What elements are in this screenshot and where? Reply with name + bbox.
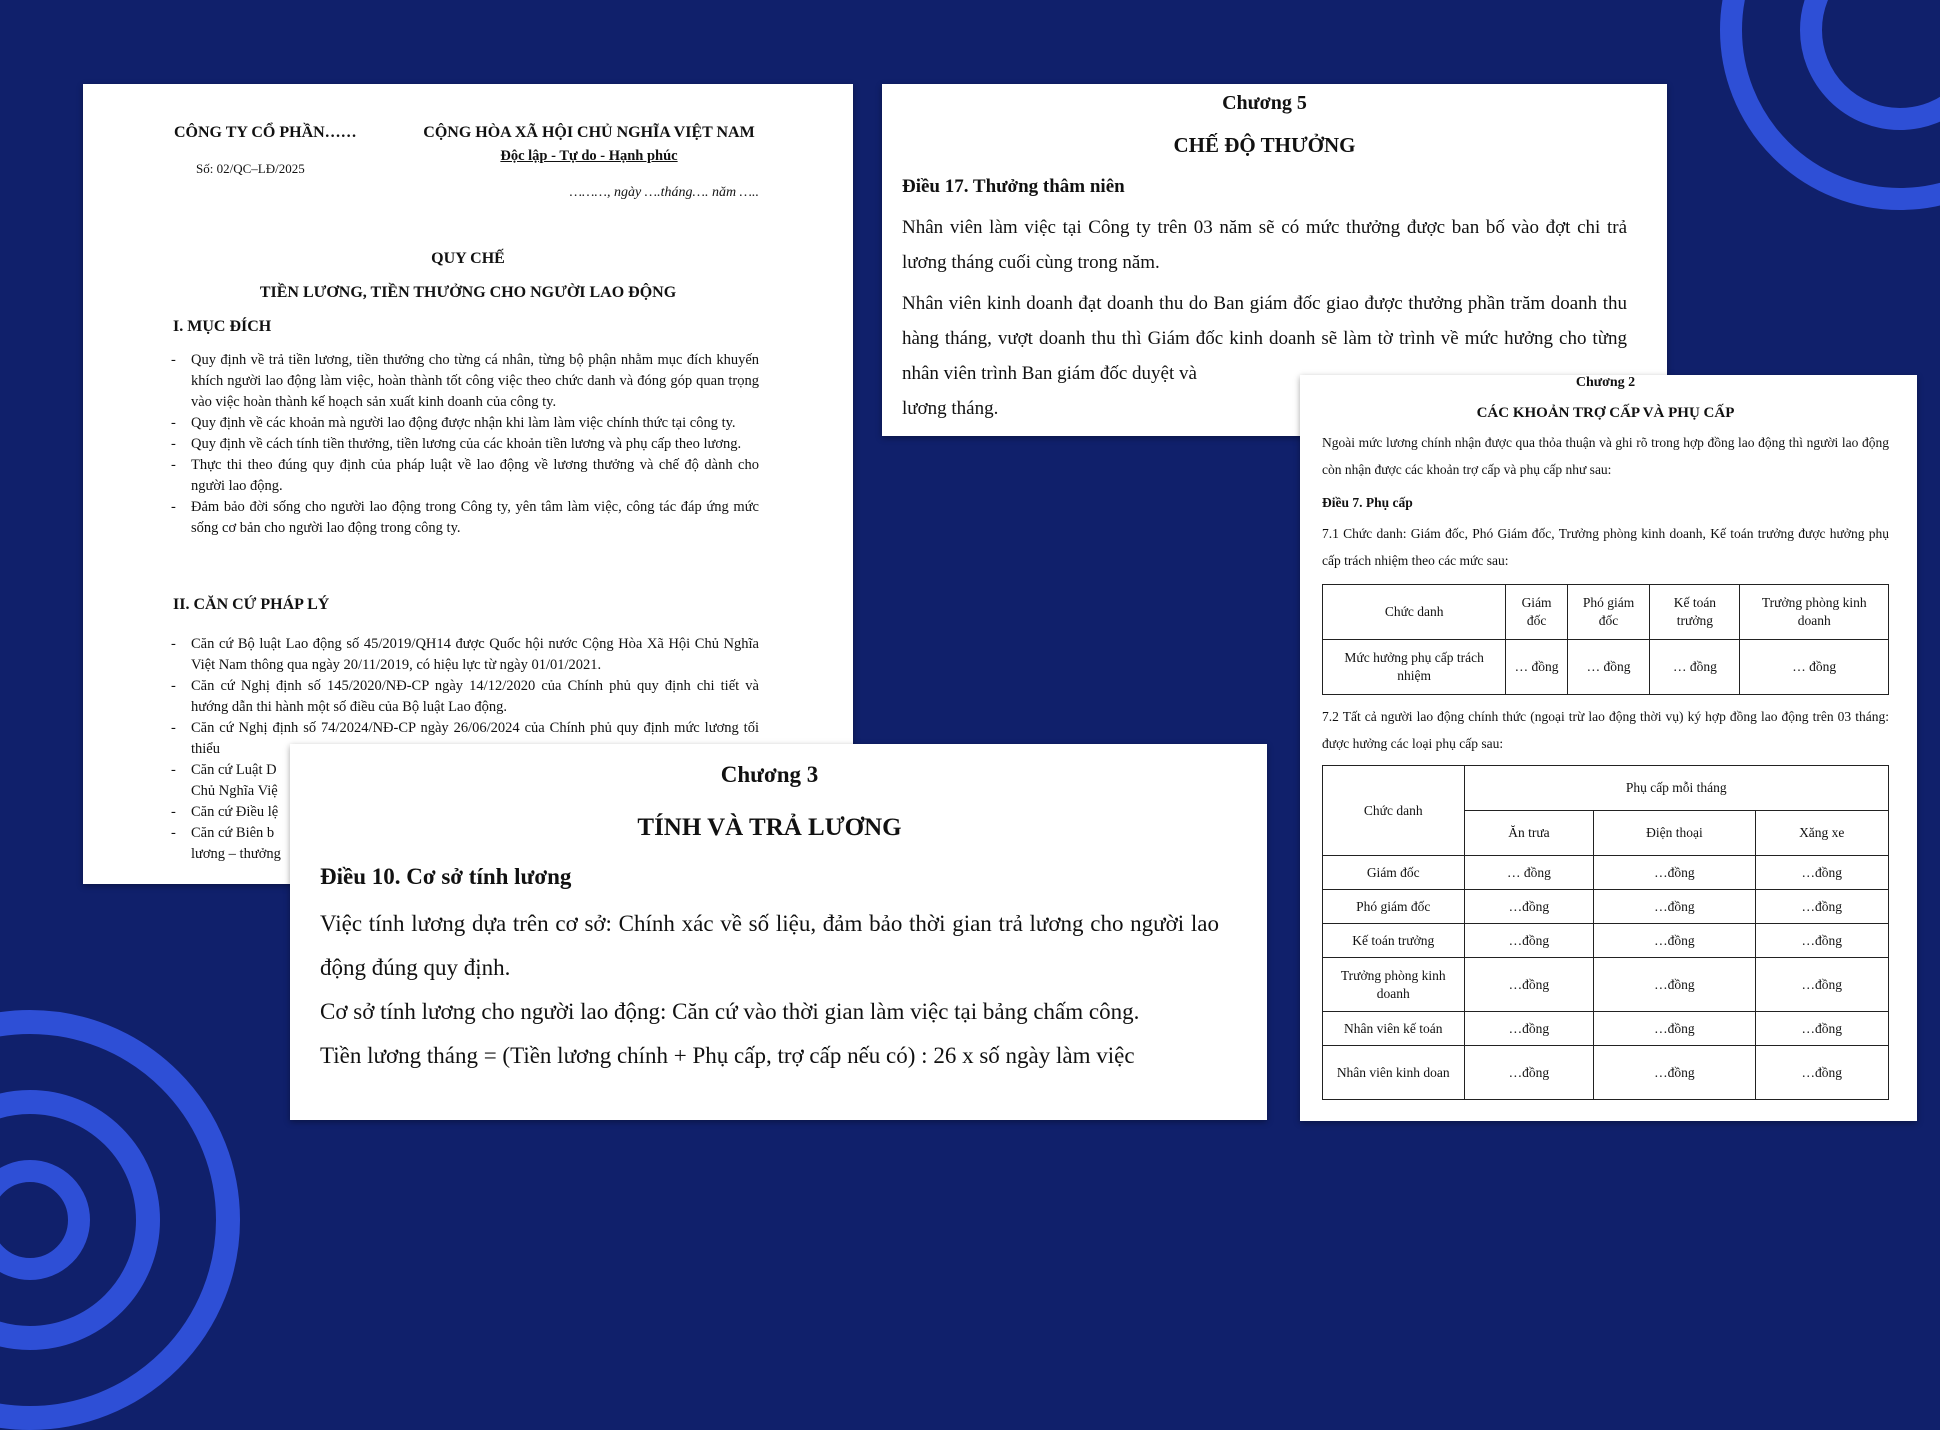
table-row — [1323, 856, 1889, 890]
table-cell: Nhân viên kinh doan — [1323, 1046, 1465, 1100]
intro-paragraph: Ngoài mức lương chính nhận được qua thỏa thuận và ghi rõ trong hợp đồng lao động thì người lao động còn nhận được các khoản trợ cấp và phụ cấp như sau: — [1322, 435, 1889, 477]
purpose-list — [173, 350, 759, 539]
table-header-cell: Chức danh — [1323, 585, 1506, 640]
monthly-allowance-table — [1322, 765, 1889, 1100]
table-cell: …đồng — [1755, 958, 1889, 1012]
paragraph: Tiền lương tháng = (Tiền lương chính + Phụ cấp, trợ cấp nếu có) : 26 x số ngày làm việc — [320, 1043, 1135, 1068]
table-header-cell: Chức danh — [1323, 766, 1465, 856]
table-cell: Trưởng phòng kinh doanh — [1323, 958, 1465, 1012]
list-item: - Căn cứ Nghị định số 145/2020/NĐ-CP ngày 14/12/2020 của Chính phủ quy định chi tiết và hướng dẫn thi hành một số điều của Bộ luật Lao động. — [173, 676, 759, 718]
table-row — [1323, 1012, 1889, 1046]
document-chapter-2 — [1300, 375, 1917, 1121]
table-header-cell: Phó giám đốc — [1567, 585, 1649, 640]
paragraph-7-2: 7.2 Tất cả người lao động chính thức (ngoại trừ lao động thời vụ) ký hợp đồng lao động trên 03 tháng: được hưởng các loại phụ cấp sau: — [1322, 709, 1889, 751]
table-header-cell: Kế toán trưởng — [1650, 585, 1740, 640]
list-item-continuation: Chủ Nghĩa Việ — [191, 783, 278, 799]
table-cell: …đồng — [1464, 1012, 1594, 1046]
chapter-label: Chương 5 — [1222, 92, 1307, 114]
table-header-cell: Xăng xe — [1755, 811, 1889, 856]
list-item: - Căn cứ Bộ luật Lao động số 45/2019/QH14 được Quốc hội nước Cộng Hòa Xã Hội Chủ Nghĩa Việt Nam thông qua ngày 20/11/2019, có hiệu lực từ ngày 01/01/2021. — [173, 634, 759, 676]
table-cell: … đồng — [1567, 640, 1649, 695]
table-row — [1323, 640, 1889, 695]
table-cell: Kế toán trưởng — [1323, 924, 1465, 958]
table-cell: Phó giám đốc — [1323, 890, 1465, 924]
table-row — [1323, 1046, 1889, 1100]
chapter-title: CHẾ ĐỘ THƯỞNG — [1173, 133, 1356, 157]
table-cell: Giám đốc — [1323, 856, 1465, 890]
table-cell: …đồng — [1755, 1012, 1889, 1046]
table-header-cell: Điện thoại — [1594, 811, 1755, 856]
table-cell: …đồng — [1594, 856, 1755, 890]
table-cell: …đồng — [1594, 1046, 1755, 1100]
paragraph: Việc tính lương dựa trên cơ sở: Chính xác về số liệu, đảm bảo thời gian trả lương cho người lao động đúng quy định. — [320, 911, 1219, 980]
table-cell: … đồng — [1740, 640, 1889, 695]
table-row — [1323, 958, 1889, 1012]
table-row — [1323, 585, 1889, 640]
date-line: ………, ngày ….tháng…. năm ….. — [569, 185, 759, 200]
paragraph: Cơ sở tính lương cho người lao động: Căn cứ vào thời gian làm việc tại bảng chấm công. — [320, 999, 1140, 1024]
paragraph: Nhân viên làm việc tại Công ty trên 03 năm sẽ có mức thưởng được ban bố vào đợt chi trả lương tháng cuối cùng trong năm. — [902, 217, 1627, 273]
list-item: - Quy định về cách tính tiền thưởng, tiền lương của các khoản tiền lương và phụ cấp theo lương. — [173, 434, 759, 455]
table-cell: …đồng — [1464, 1046, 1594, 1100]
table-cell: …đồng — [1594, 1012, 1755, 1046]
table-header-cell: Trưởng phòng kinh doanh — [1740, 585, 1889, 640]
table-header-cell: Giám đốc — [1506, 585, 1568, 640]
article-heading: Điều 7. Phụ cấp — [1322, 495, 1413, 510]
chapter-title: TÍNH VÀ TRẢ LƯƠNG — [637, 814, 902, 841]
article-heading: Điều 17. Thưởng thâm niên — [902, 176, 1125, 197]
chapter-label: Chương 3 — [720, 762, 819, 787]
article-heading: Điều 10. Cơ sở tính lương — [320, 864, 572, 889]
table-header-cell: Phụ cấp mỗi tháng — [1464, 766, 1889, 811]
document-number: Số: 02/QC–LĐ/2025 — [196, 161, 305, 176]
table-cell: … đồng — [1464, 856, 1594, 890]
list-item-continuation: lương – thưởng — [191, 846, 281, 862]
table-cell: …đồng — [1464, 924, 1594, 958]
table-cell: …đồng — [1464, 890, 1594, 924]
table-header-cell: Ăn trưa — [1464, 811, 1594, 856]
section-legal-heading: II. CĂN CỨ PHÁP LÝ — [173, 596, 330, 613]
list-item: - Căn cứ Luật D — [173, 760, 759, 781]
responsibility-allowance-table — [1322, 584, 1889, 695]
list-item: - Thực thi theo đúng quy định của pháp luật về lao động về lương thưởng và chế độ dành cho người lao động. — [173, 455, 759, 497]
table-cell: …đồng — [1755, 856, 1889, 890]
table-row — [1323, 924, 1889, 958]
document-chapter-3 — [290, 744, 1267, 1120]
company-name: CÔNG TY CỔ PHẦN…… — [174, 124, 357, 141]
nation-header: CỘNG HÒA XÃ HỘI CHỦ NGHĨA VIỆT NAM — [423, 124, 755, 141]
table-cell: …đồng — [1594, 890, 1755, 924]
section-purpose-heading: I. MỤC ĐÍCH — [173, 318, 272, 335]
table-cell: … đồng — [1506, 640, 1568, 695]
paragraph-7-1: 7.1 Chức danh: Giám đốc, Phó Giám đốc, Trưởng phòng kinh doanh, Kế toán trưởng được hưởng phụ cấp trách nhiệm theo các mức sau: — [1322, 526, 1889, 568]
table-cell: … đồng — [1650, 640, 1740, 695]
table-cell: Mức hưởng phụ cấp trách nhiệm — [1323, 640, 1506, 695]
list-item: - Căn cứ Biên b — [173, 823, 759, 844]
list-item: - Quy định về các khoản mà người lao động được nhận khi làm làm việc chính thức tại công ty. — [173, 413, 759, 434]
table-cell: …đồng — [1755, 1046, 1889, 1100]
table-row — [1323, 766, 1889, 811]
list-item: - Đảm bảo đời sống cho người lao động trong Công ty, yên tâm làm việc, công tác đáp ứng mức sống cơ bản cho người lao động trong công ty. — [173, 497, 759, 539]
list-item: - Căn cứ Điều lệ — [173, 802, 759, 823]
list-item: - Quy định về trả tiền lương, tiền thưởng cho từng cá nhân, từng bộ phận nhằm mục đích khuyến khích người lao động làm việc, hoàn thành tốt công việc theo chức danh và đóng góp quan trọng vào việc hoàn thành kế hoạch sản xuất kinh doanh của công ty. — [173, 350, 759, 413]
table-cell: …đồng — [1594, 924, 1755, 958]
table-row — [1323, 890, 1889, 924]
table-cell: Nhân viên kế toán — [1323, 1012, 1465, 1046]
table-cell: …đồng — [1755, 924, 1889, 958]
chapter-label: Chương 2 — [1575, 375, 1636, 390]
list-item: - Căn cứ Nghị định số 74/2024/NĐ-CP ngày 26/06/2024 của Chính phủ quy định mức lương tối thiểu — [173, 718, 759, 760]
motto: Độc lập - Tự do - Hạnh phúc — [500, 148, 678, 164]
chapter-title: CÁC KHOẢN TRỢ CẤP VÀ PHỤ CẤP — [1476, 405, 1735, 421]
paragraph: Nhân viên kinh doanh đạt doanh thu do Ban giám đốc giao được thưởng phần trăm doanh thu hàng tháng, vượt doanh thu thì Giám đốc kinh doanh sẽ làm tờ trình về mức hưởng cho từng nhân viên trình Ban giám đốc duyệt và — [902, 293, 1627, 384]
doc-title: QUY CHẾ — [431, 250, 505, 267]
table-cell: …đồng — [1755, 890, 1889, 924]
table-cell: …đồng — [1464, 958, 1594, 1012]
table-cell: …đồng — [1594, 958, 1755, 1012]
paragraph: lương tháng. — [902, 398, 999, 419]
doc-subtitle: TIỀN LƯƠNG, TIỀN THƯỞNG CHO NGƯỜI LAO ĐỘNG — [259, 284, 677, 301]
